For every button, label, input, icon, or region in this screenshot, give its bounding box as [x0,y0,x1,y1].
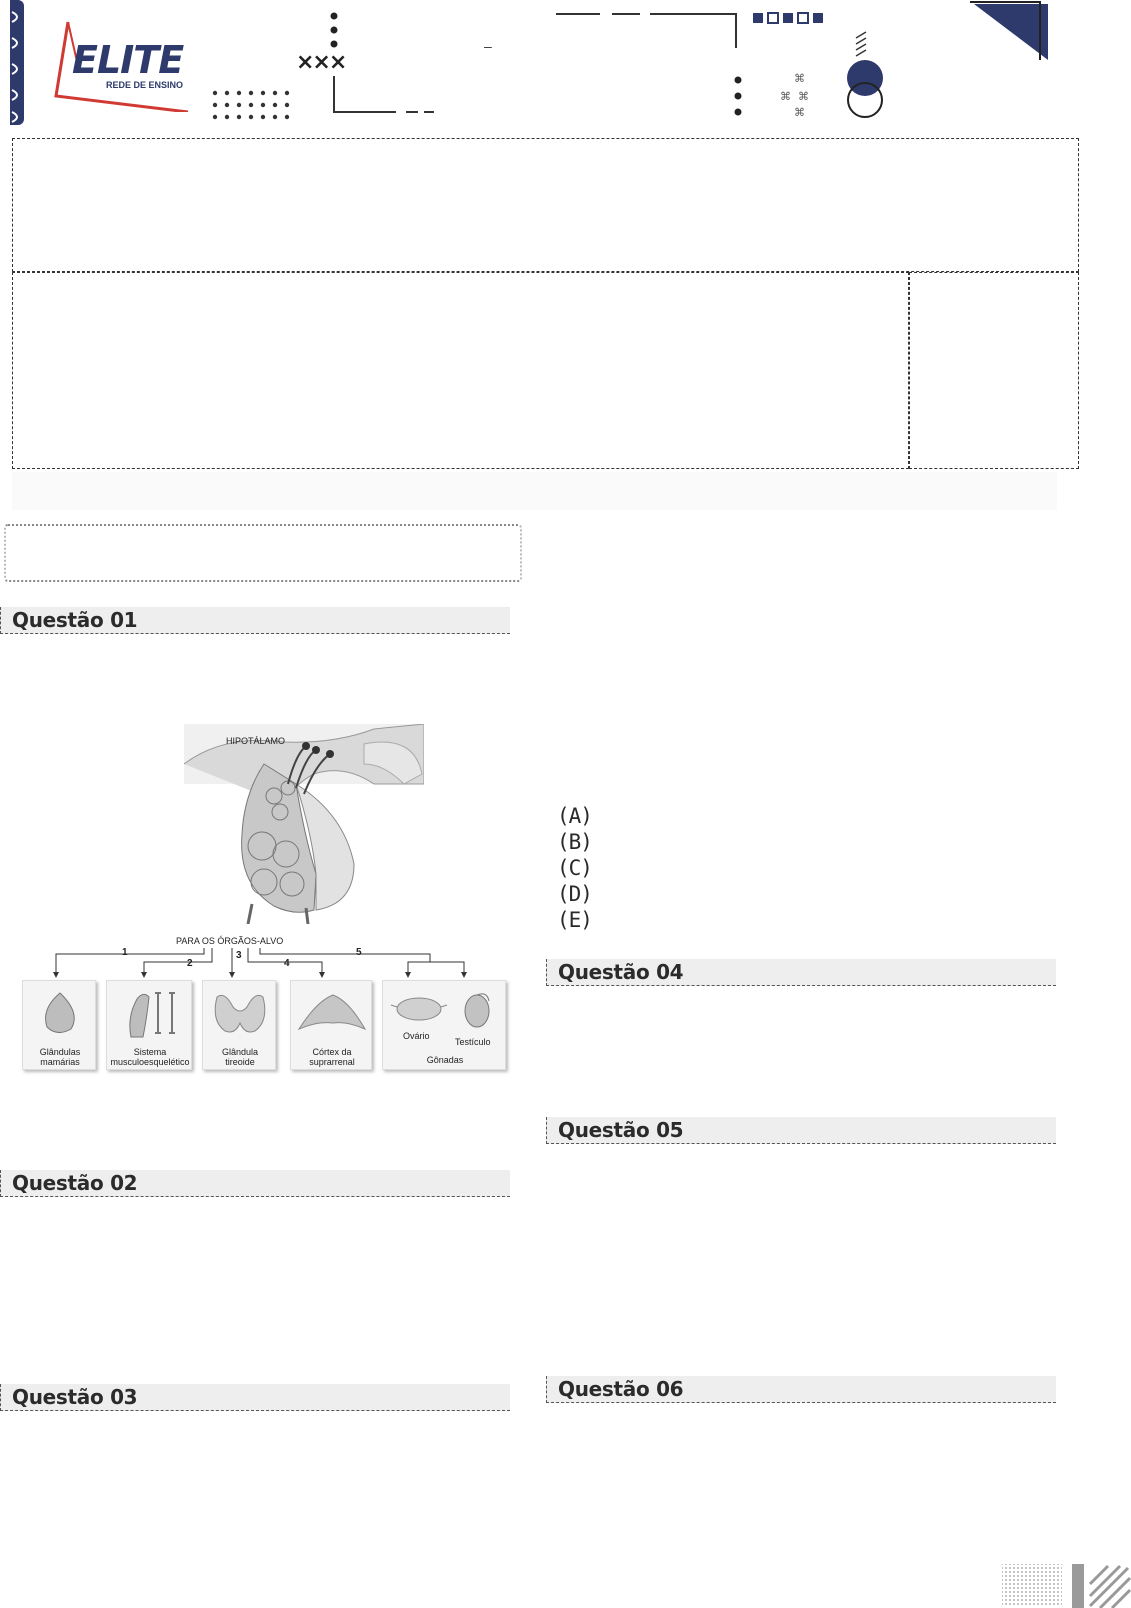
branch-number-2: 2 [187,958,193,969]
thyroid-icon [211,991,269,1037]
right-dots-icon [730,74,746,120]
grade-box [909,272,1079,469]
organ-card-thyroid [202,980,276,1070]
testis-label: Testículo [455,1037,491,1047]
organ-adrenal-line2: suprarrenal [309,1057,355,1067]
branch-number-5: 5 [356,947,362,958]
adrenal-cortex-icon [297,993,367,1033]
bracket-line-icon [556,8,746,52]
ovary-icon [389,995,449,1025]
target-organs-label: PARA OS ÓRGÃOS-ALVO [176,936,284,946]
option-a[interactable]: (A) [557,804,592,828]
question-05-bar [546,1117,1056,1144]
question-01-bar [0,607,510,634]
header-info-box [12,138,1079,272]
gonads-label: Gônadas [426,1055,464,1065]
organ-card-mammary [22,980,96,1070]
branch-number-4: 4 [284,958,290,969]
organ-card-musculoskeletal [106,980,192,1070]
logo [48,16,198,112]
organ-mammary-line1: Glândulas [39,1047,81,1057]
question-02-bar [0,1170,510,1197]
squares-row-icon [752,10,832,26]
xxx-mark: ××× [296,50,346,75]
dots-and-line-icon [326,8,446,118]
musculoskeletal-icon [121,987,181,1041]
dot-grid-icon [210,88,302,124]
organ-adrenal-line1: Córtex da [312,1047,352,1057]
organ-thyroid-line2: tireoide [225,1057,255,1067]
question-04-bar [546,959,1056,986]
testis-icon [459,987,495,1031]
branch-number-1: 1 [122,947,128,958]
crossed-mark-3: ⌘ [798,91,809,103]
question-06-title: Questão 06 [558,1377,684,1401]
corner-triangle-icon [970,0,1052,62]
header [0,0,1131,130]
organ-thyroid-line1: Glândula [221,1047,259,1057]
hypothalamus-label: HIPOTÁLAMO [226,736,286,746]
organ-musculoskeletal-line1: Sistema [133,1047,167,1057]
organ-card-adrenal [290,980,372,1070]
crossed-mark-4: ⌘ [794,107,805,119]
ovary-label: Ovário [403,1031,430,1041]
subject-band [12,472,1057,510]
circles-icon [842,28,892,123]
option-c[interactable]: (C) [557,856,592,880]
pituitary-gland-icon [184,724,424,924]
branch-number-3: 3 [236,950,242,961]
connector-arrows-icon [16,944,510,984]
logo-tagline: REDE DE ENSINO [106,80,184,90]
small-mark: – [484,38,492,54]
crossed-mark-2: ⌘ [780,91,791,103]
crossed-mark-1: ⌘ [794,73,805,85]
instruction-box [4,524,522,582]
question-06-bar [546,1376,1056,1403]
question-05-title: Questão 05 [558,1118,684,1142]
option-b[interactable]: (B) [557,830,592,854]
question-03-bar [0,1384,510,1411]
mammary-gland-icon [37,989,83,1037]
organ-musculoskeletal-line2: musculoesquelético [110,1057,190,1067]
option-e[interactable]: (E) [557,908,592,932]
question-01-title: Questão 01 [12,608,138,632]
footer-pattern-icon [1000,1562,1131,1608]
organ-card-gonads [382,980,506,1070]
binding-rings-icon [8,0,28,126]
question-03-title: Questão 03 [12,1385,138,1409]
option-d[interactable]: (D) [557,882,592,906]
logo-brand: ELITE [72,38,184,82]
question-02-title: Questão 02 [12,1171,138,1195]
organ-mammary-line2: mamárias [40,1057,80,1067]
student-info-box [12,272,909,469]
question-04-title: Questão 04 [558,960,684,984]
